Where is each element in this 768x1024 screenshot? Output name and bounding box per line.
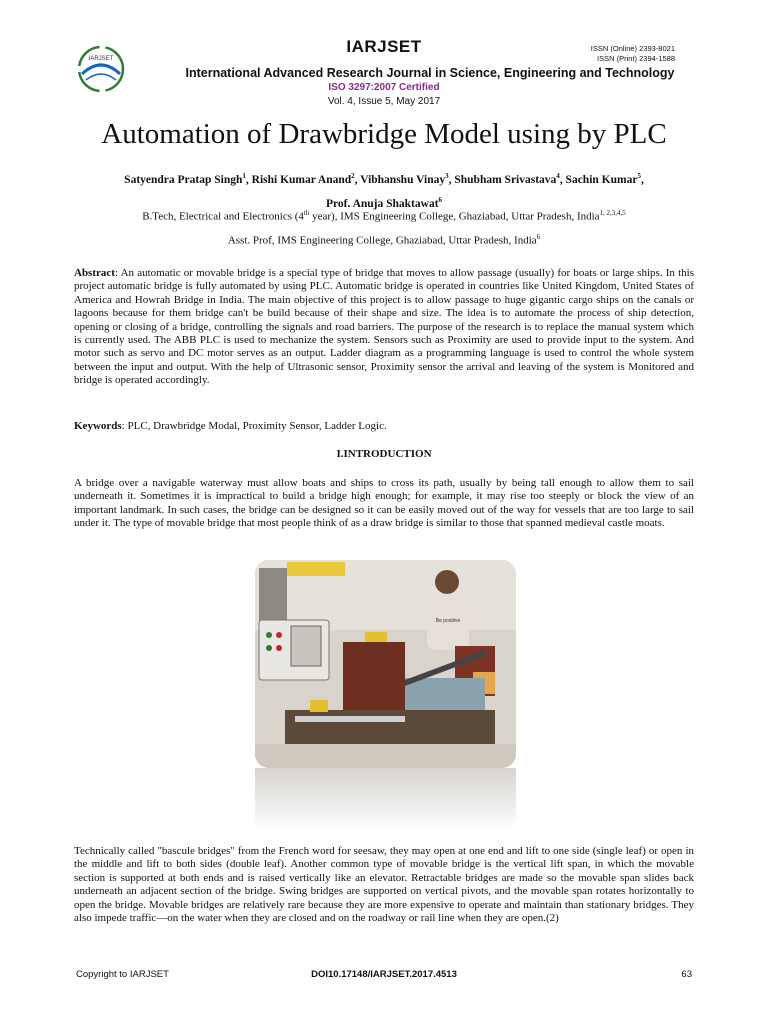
paper-title: Automation of Drawbridge Model using by PLC: [101, 118, 667, 150]
footer-copyright: Copyright to IARJSET: [76, 969, 169, 980]
journal-full-name: International Advanced Research Journal in Science, Engineering and Technology: [185, 66, 675, 80]
affiliation-2: Asst. Prof, IMS Engineering College, Ghaziabad, Uttar Pradesh, India$^6$: [227, 233, 541, 247]
author-3: Vibhanshu Vinay: [360, 173, 446, 186]
issn-print: ISSN (Print) 2394-1588: [597, 54, 675, 63]
affiliation-1: B.Tech, Electrical and Electronics (4th year), IMS Engineering College, Ghaziabad, Uttar Pradesh, India$^{1, 2,3,4,5}$: [142, 209, 626, 223]
keywords-label: Keywords: [74, 420, 122, 432]
drawbridge-model-photo: [255, 560, 516, 768]
issn-online: ISSN (Online) 2393-8021: [590, 44, 675, 53]
footer-page-number: 63: [681, 969, 692, 980]
issn-block: [591, 44, 675, 64]
abstract: [74, 267, 694, 388]
journal-short-name: IARJSET: [346, 37, 422, 56]
intro-paragraph-2: Technically called "bascule bridges" from the French word for seesaw, they may open at one end and lift to one side (single leaf) or open in the middle and lift to both sides (double leaf). Another common type of movable bridge is the vertical lift span, in which the movable section is supported at both ends and is raised vertically like an elevator. Retractable bridges are made so the movable span slides back underneath an adjacent section of the bridge. Swing bridges are supported on vertical pivots, and the movable span rotates horizontally to open the bridge. Movable bridges are relatively rare because they are more expensive to operate and maintain than stationary bridges. They also impede traffic—on the water when they are closed and on the roadway or rail line when they are open.(2): [74, 845, 694, 925]
svg-text:Be positive: Be positive: [435, 618, 461, 624]
iso-certification: ISO 3297:2007 Certified: [328, 82, 440, 93]
footer-doi: DOI10.17148/IARJSET.2017.4513: [311, 969, 457, 980]
author-5: Sachin Kumar: [565, 173, 638, 186]
author-2: Rishi Kumar Anand: [251, 173, 352, 186]
keywords: [74, 420, 694, 433]
author-list: Satyendra Pratap Singh$^1$, Rishi Kumar Anand$^2$, Vibhanshu Vinay$^3$, Shubham Srivastava$^4$, Sachin Kumar$^5$, Prof. Anuja Shaktawat$^6$: [124, 172, 644, 210]
author-6: Prof. Anuja Shaktawat: [325, 197, 439, 210]
abstract-text: : An automatic or movable bridge is a special type of bridge that moves to allow passage (usually) for boats or large ships. In this project automatic bridge is fully automated by using PLC. Automatic bridge is operated in countries like United Kingdom, United States of America and Howrah Bridge in India. The main objective of this project is to allow passage to huge gigantic cargo ships on the canals or lagoons because for them bridge can't be build because of their shape and size. The idea is to automate the process of ship detection, opening or closing of a bridge, controlling the signals and road barriers. The purpose of the research is to replace the manual system which is currently used. The ABB PLC is used to mechanize the system. Sensors such as Proximity are used to provide input to the system. And motor such as servo and DC motor serves as an output. Ladder diagram as a programming language is used to control the whole system between the input and output. With the help of Ultrasonic sensor, Proximity sensor the arrival and leaving of the system is Monitored and bridge is operated accordingly.: [74, 267, 694, 387]
photo-reflection: [255, 768, 516, 832]
section-heading-introduction: I.INTRODUCTION: [336, 448, 432, 460]
keywords-text: : PLC, Drawbridge Modal, Proximity Sensor, Ladder Logic.: [121, 420, 387, 432]
svg-text:IARJSET: IARJSET: [88, 56, 114, 62]
abstract-label: Abstract: [74, 267, 115, 279]
author-4: Shubham Srivastava: [454, 173, 557, 186]
volume-issue: Vol. 4, Issue 5, May 2017: [327, 96, 441, 107]
intro-paragraph-1: A bridge over a navigable waterway must allow boats and ships to cross its path, usually by being tall enough to allow them to sail underneath it. Sometimes it is impractical to build a bridge high enough; for example, it may rise too steeply or block the view of an important landmark. In such cases, the bridge can be designed so it can be easily moved out of the way for vessels that are too large to sail under it. The type of movable bridge that most people think of as a draw bridge is similar to those that spanned medieval castle moats.: [74, 477, 694, 530]
author-1: Satyendra Pratap Singh: [124, 173, 243, 186]
